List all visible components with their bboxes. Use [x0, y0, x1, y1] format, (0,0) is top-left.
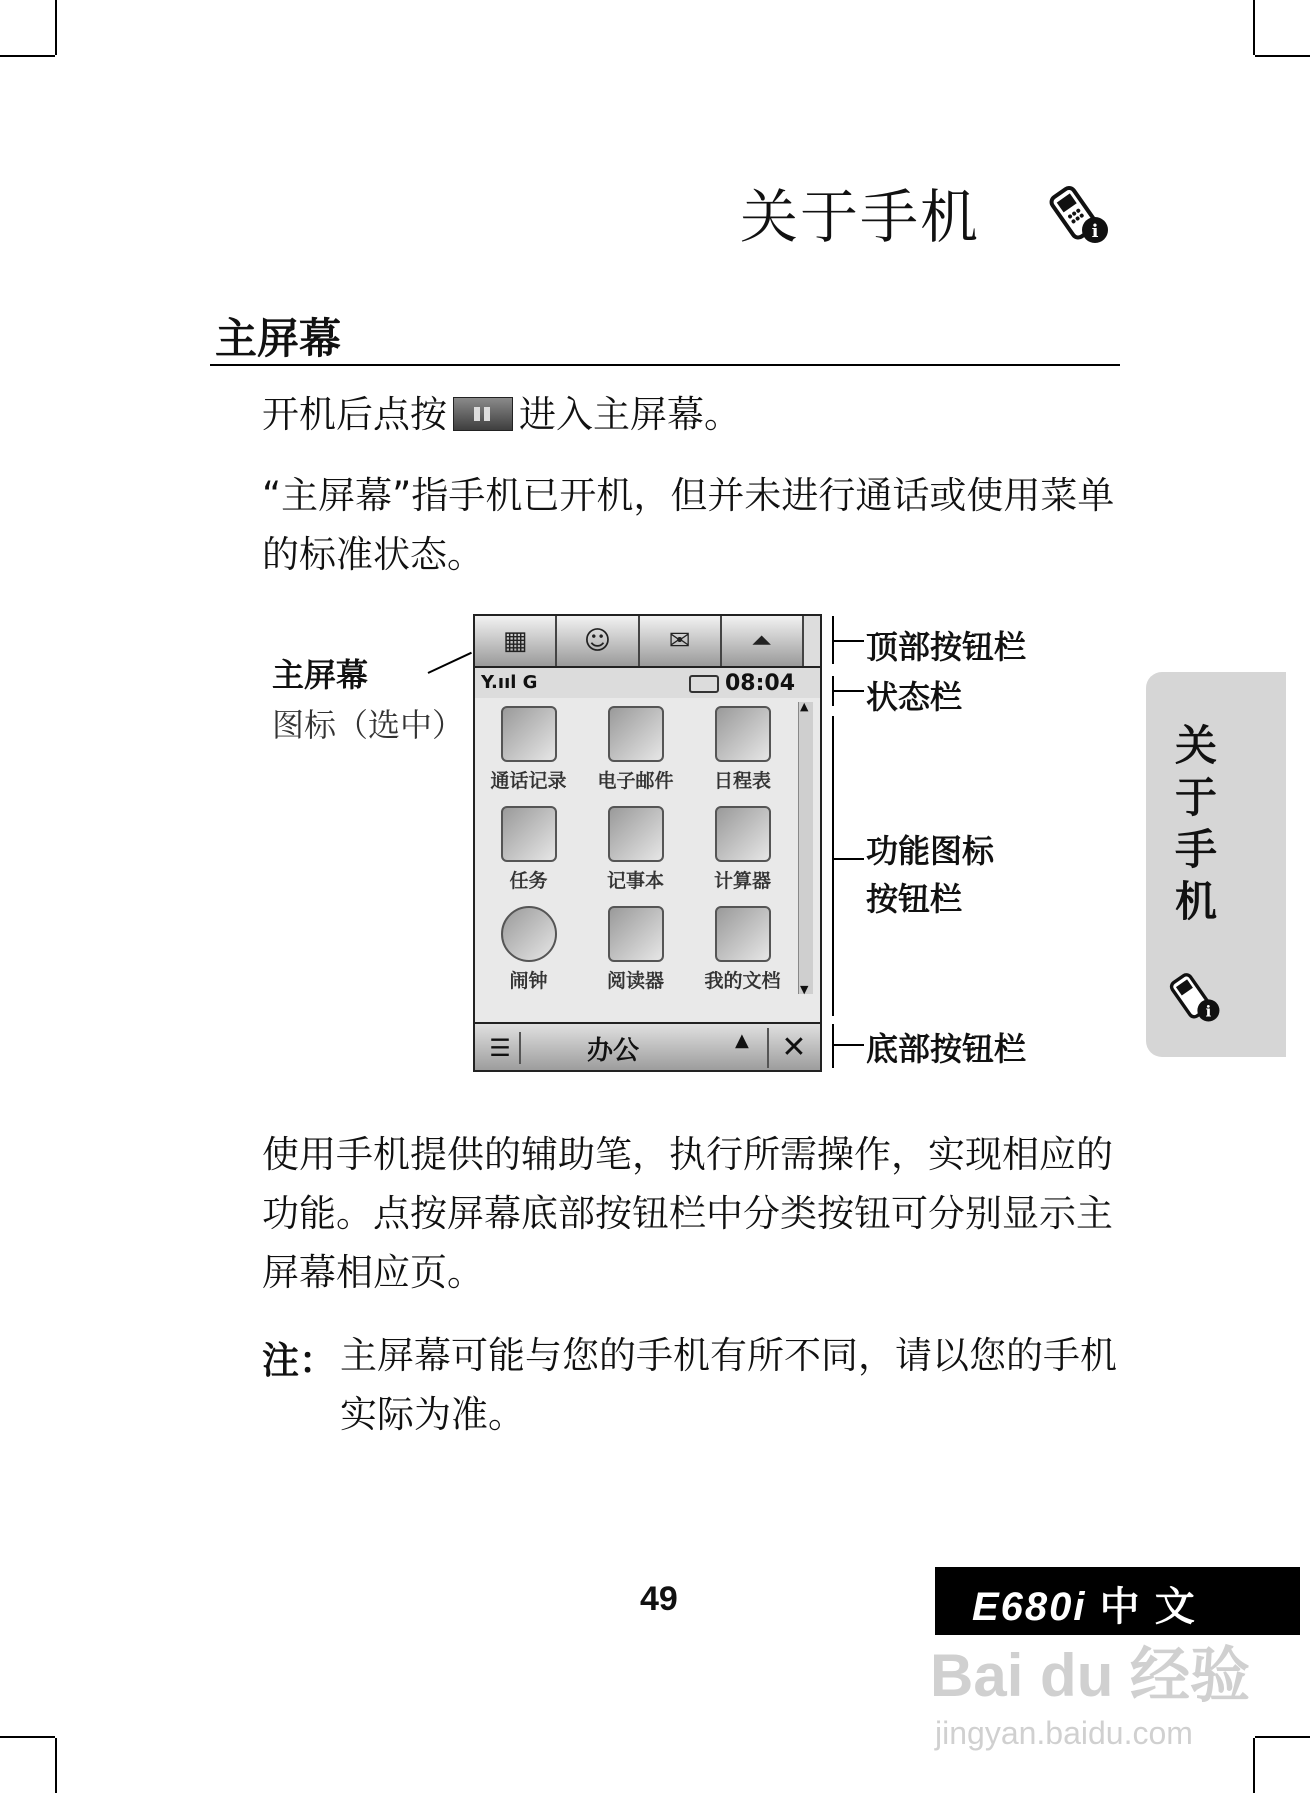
my-documents-icon [715, 906, 771, 962]
home-icon-sublabel: 图标（选中） [272, 706, 465, 744]
phone-home-screen [473, 614, 822, 1072]
svg-text:i: i [1205, 1002, 1212, 1021]
app-label: 计算器 [713, 870, 771, 892]
app-icon-email[interactable] [582, 700, 689, 800]
callout-bracket [832, 716, 834, 1016]
status-time: 08:04 [725, 671, 796, 696]
task-icon [501, 806, 557, 862]
crop-mark [55, 1738, 57, 1793]
email-icon [608, 706, 664, 762]
app-icon-my-documents[interactable] [689, 900, 796, 1000]
close-button[interactable]: ✕ [767, 1028, 819, 1068]
callout-bottom-bar: 底部按钮栏 [866, 1030, 1027, 1068]
call-log-icon [501, 706, 557, 762]
up-button[interactable]: ⏶ [722, 616, 804, 666]
callout-bracket [832, 1024, 834, 1068]
note-label: 注： [262, 1339, 336, 1382]
home-button-icon [453, 397, 513, 431]
paragraph-text: 开机后点按 [262, 393, 447, 436]
calendar-icon [715, 706, 771, 762]
function-icon-grid [475, 700, 797, 1000]
contacts-button[interactable]: ☺ [557, 616, 639, 666]
app-icon-calendar[interactable] [689, 700, 796, 800]
calculator-icon [715, 806, 771, 862]
callout-line [834, 1044, 864, 1046]
signal-indicator: Y.ııl G [481, 672, 538, 693]
phone-info-icon [1166, 968, 1222, 1024]
notepad-icon [608, 806, 664, 862]
home-button[interactable]: ▦ [475, 616, 557, 666]
watermark-logo: Bai du 经验 [930, 1642, 1251, 1709]
model-name: E680i [972, 1585, 1087, 1629]
callout-status-bar: 状态栏 [866, 678, 963, 716]
app-label: 日程表 [713, 770, 771, 792]
app-label: 通话记录 [490, 770, 567, 792]
menu-button[interactable]: ☰ [481, 1032, 521, 1064]
app-icon-call-log[interactable] [475, 700, 582, 800]
language-label: 中 文 [1086, 1585, 1197, 1629]
callout-line [834, 640, 864, 642]
phone-info-icon [1045, 180, 1111, 246]
category-up-icon[interactable]: ▲ [735, 1030, 749, 1051]
crop-mark [1253, 0, 1255, 55]
app-icon-reader[interactable] [582, 900, 689, 1000]
status-bar [475, 668, 820, 698]
app-label: 记事本 [606, 870, 664, 892]
app-label: 闹钟 [509, 970, 548, 992]
messages-button[interactable]: ✉ [640, 616, 722, 666]
crop-mark [0, 55, 55, 57]
paragraph-text: 进入主屏幕。 [519, 393, 741, 436]
home-icon-label: 主屏幕 [272, 656, 369, 694]
app-label: 任务 [509, 870, 548, 892]
app-label: 阅读器 [606, 970, 664, 992]
app-icon-notepad[interactable] [582, 800, 689, 900]
page-number: 49 [640, 1580, 678, 1618]
battery-icon [689, 675, 719, 693]
crop-mark [0, 1736, 55, 1738]
section-heading: 主屏幕 [215, 314, 342, 363]
crop-mark [1253, 1738, 1255, 1793]
scrollbar[interactable] [798, 702, 813, 994]
category-button[interactable]: 办公 [587, 1036, 640, 1066]
alarm-icon [501, 906, 557, 962]
paragraph-intro [262, 385, 1122, 444]
crop-mark [1255, 55, 1310, 57]
bottom-button-bar [475, 1022, 820, 1072]
app-icon-calculator[interactable] [689, 800, 796, 900]
app-icon-alarm[interactable] [475, 900, 582, 1000]
note-text: 主屏幕可能与您的手机有所不同，请以您的手机实际为准。 [340, 1334, 1117, 1436]
chapter-title: 关于手机 [739, 183, 980, 251]
app-label: 我的文档 [704, 970, 781, 992]
top-bar-edge [804, 616, 820, 666]
callout-top-bar: 顶部按钮栏 [866, 628, 1027, 666]
callout-line [834, 690, 864, 692]
paragraph-usage: 使用手机提供的辅助笔，执行所需操作，实现相应的功能。点按屏幕底部按钮栏中分类按钮可分别显示主屏幕相应页。 [262, 1133, 1113, 1294]
app-icon-task[interactable] [475, 800, 582, 900]
paragraph-definition: “主屏幕”指手机已开机，但并未进行通话或使用菜单的标准状态。 [262, 474, 1115, 576]
crop-mark [1255, 1736, 1310, 1738]
callout-line [834, 858, 864, 860]
crop-mark [55, 0, 57, 55]
watermark-url: jingyan.baidu.com [935, 1715, 1193, 1751]
top-button-bar [475, 616, 820, 668]
model-label [972, 1575, 1197, 1632]
callout-function-icons-line2: 按钮栏 [866, 880, 963, 918]
section-divider [210, 364, 1120, 366]
callout-pointer [428, 652, 472, 674]
side-tab-label: 关于手机 [1174, 721, 1217, 926]
app-label: 电子邮件 [597, 770, 674, 792]
callout-function-icons: 功能图标 [866, 832, 995, 870]
svg-text:i: i [1091, 221, 1099, 242]
reader-icon [608, 906, 664, 962]
